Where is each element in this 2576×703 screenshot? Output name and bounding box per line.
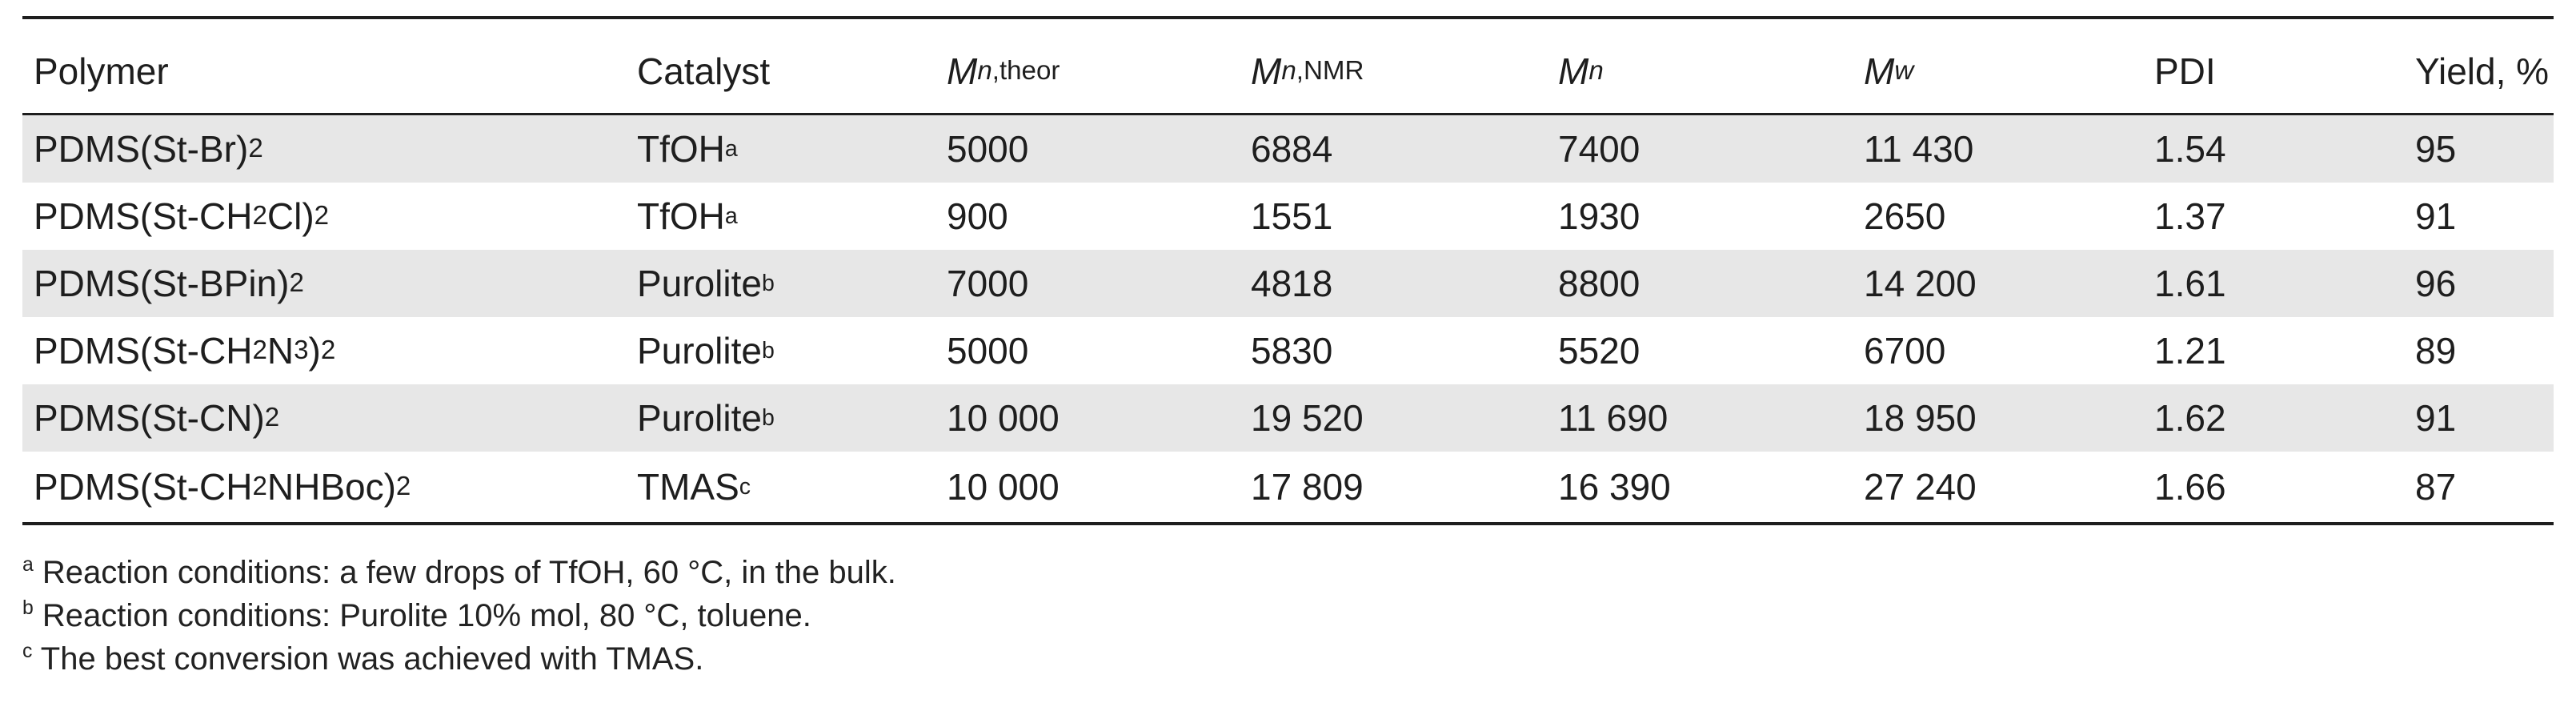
cell-polymer: PDMS(St-BPin) 2: [34, 263, 304, 304]
header-mn-theor: M n,theor: [947, 50, 1060, 92]
cell-mw: 14 200: [1864, 263, 1977, 304]
cell-mn-theor: 10 000: [947, 466, 1060, 508]
cell-pdi: 1.61: [2154, 263, 2226, 304]
cell-mn: 1930: [1558, 195, 1641, 237]
cell-mn: 8800: [1558, 263, 1641, 304]
cell-mw: 11 430: [1864, 128, 1974, 170]
cell-mn-nmr: 17 809: [1251, 466, 1364, 508]
cell-mn: 7400: [1558, 128, 1641, 170]
cell-mn: 11 690: [1558, 397, 1669, 439]
cell-pdi: 1.54: [2154, 128, 2226, 170]
cell-mn-theor: 900: [947, 195, 1008, 237]
cell-mn-theor: 7000: [947, 263, 1029, 304]
cell-mw: 6700: [1864, 330, 1946, 372]
footnote-c: $^c$ The best conversion was achieved with TMAS.: [22, 641, 704, 677]
cell-mn-nmr: 6884: [1251, 128, 1333, 170]
header-mn: M n: [1558, 50, 1604, 92]
cell-pdi: 1.66: [2154, 466, 2226, 508]
cell-yield: 95: [2415, 128, 2457, 170]
cell-catalyst: TMAS c: [637, 466, 751, 508]
table-bottom-rule: [22, 522, 2554, 525]
header-mw: M w: [1864, 50, 1914, 92]
cell-pdi: 1.37: [2154, 195, 2226, 237]
cell-catalyst: Purolite b: [637, 263, 775, 304]
header-mn-nmr: M n,NMR: [1251, 50, 1364, 92]
table-row: [22, 183, 2554, 250]
cell-mn-nmr: 1551: [1251, 195, 1333, 237]
cell-polymer: PDMS(St-CH 2 N 3 ) 2: [34, 330, 336, 372]
cell-yield: 87: [2415, 466, 2457, 508]
table-footnotes: [22, 551, 896, 681]
table-row: [22, 115, 2554, 183]
cell-catalyst: Purolite b: [637, 397, 775, 439]
cell-mn: 5520: [1558, 330, 1641, 372]
cell-mw: 18 950: [1864, 397, 1977, 439]
header-mw-main: M: [1864, 50, 1895, 92]
cell-mn-nmr: 19 520: [1251, 397, 1364, 439]
cell-pdi: 1.62: [2154, 397, 2226, 439]
cell-mw: 2650: [1864, 195, 1946, 237]
cell-mn-nmr: 4818: [1251, 263, 1333, 304]
cell-catalyst: TfOH a: [637, 128, 738, 170]
cell-mn-theor: 5000: [947, 128, 1029, 170]
cell-mn: 16 390: [1558, 466, 1671, 508]
cell-catalyst: TfOH a: [637, 195, 738, 237]
cell-yield: 89: [2415, 330, 2457, 372]
cell-mn-theor: 5000: [947, 330, 1029, 372]
cell-yield: 91: [2415, 195, 2457, 237]
cell-yield: 96: [2415, 263, 2457, 304]
cell-catalyst: Purolite b: [637, 330, 775, 372]
header-catalyst: Catalyst: [637, 50, 771, 92]
table-row: [22, 384, 2554, 452]
table-header-row: [22, 19, 2554, 113]
cell-mw: 27 240: [1864, 466, 1977, 508]
table-row: [22, 452, 2554, 522]
cell-polymer: PDMS(St-Br) 2: [34, 128, 263, 170]
cell-mn-nmr: 5830: [1251, 330, 1333, 372]
cell-polymer: PDMS(St-CN) 2: [34, 397, 280, 439]
header-pdi: PDI: [2154, 50, 2216, 92]
table-row: [22, 317, 2554, 384]
footnote-b: $^b$ Reaction conditions: Purolite 10% mol, 80 °C, toluene.: [22, 597, 811, 633]
header-mn-main: M: [1558, 50, 1589, 92]
cell-polymer: PDMS(St-CH 2 NHBoc) 2: [34, 466, 411, 508]
cell-mn-theor: 10 000: [947, 397, 1060, 439]
header-yield: Yield, %: [2415, 50, 2550, 92]
header-mn-theor-main: M: [947, 50, 978, 92]
table-row: [22, 250, 2554, 317]
header-mn-nmr-main: M: [1251, 50, 1282, 92]
header-polymer: Polymer: [34, 50, 169, 92]
cell-yield: 91: [2415, 397, 2457, 439]
cell-polymer: PDMS(St-CH 2 Cl) 2: [34, 195, 330, 237]
footnote-a: $^a$ Reaction conditions: a few drops of TfOH, 60 °C, in the bulk.: [22, 554, 896, 590]
cell-pdi: 1.21: [2154, 330, 2226, 372]
